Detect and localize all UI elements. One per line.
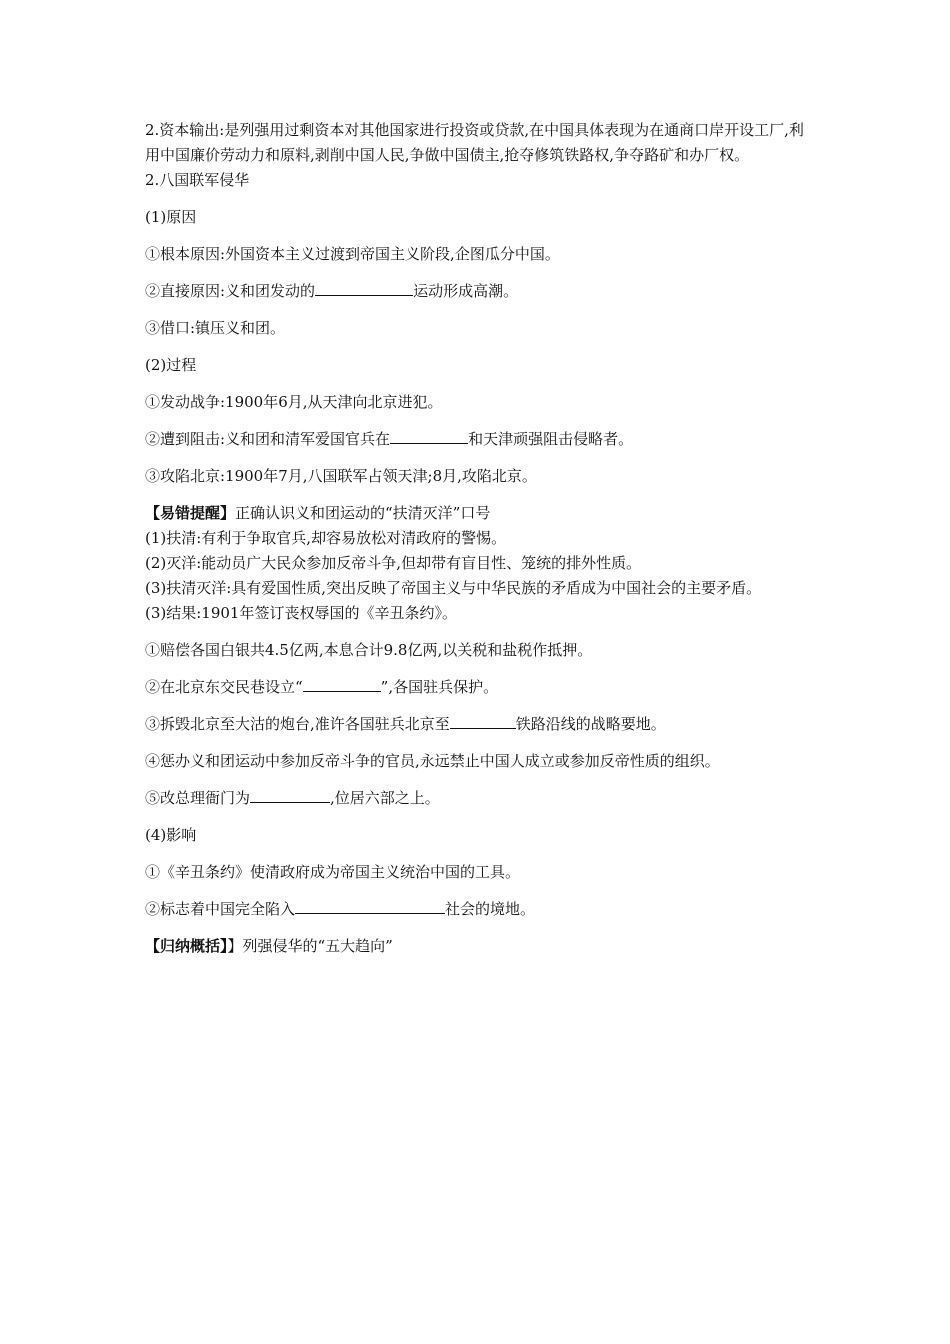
cause-item-3: ③借口:镇压义和团。 [145, 319, 286, 337]
fill-blank-4[interactable] [450, 714, 516, 729]
subheading-process: (2)过程 [145, 356, 197, 374]
cause-item-2-suffix: 运动形成高潮。 [413, 282, 519, 300]
impact-item-1: ①《辛丑条约》使清政府成为帝国主义统治中国的工具。 [145, 863, 521, 881]
summary-heading [145, 934, 810, 959]
summary-label: 【归纳概括】 [145, 937, 228, 955]
process-item-2 [145, 427, 810, 452]
cause-item-2-prefix: ②直接原因:义和团发动的 [145, 282, 316, 300]
section-heading-eight-nation: 2.八国联军侵华 [145, 171, 250, 189]
result-item-5-suffix: ,位居六部之上。 [330, 789, 440, 807]
document-body [145, 118, 810, 959]
process-item-3: ③攻陷北京:1900年7月,八国联军占领天津;8月,攻陷北京。 [145, 467, 537, 485]
process-item-1: ①发动战争:1900年6月,从天津向北京进犯。 [145, 393, 443, 411]
process-item-2-prefix: ②遭到阻击:义和团和清军爱国官兵在 [145, 430, 391, 448]
result-item-4: ④惩办义和团运动中参加反帝斗争的官员,永远禁止中国人成立或参加反帝性质的组织。 [145, 752, 720, 770]
impact-item-2 [145, 897, 810, 922]
cause-item-2 [145, 279, 810, 304]
summary-title: 】列强侵华的“五大趋向” [227, 937, 393, 955]
subheading-result: (3)结果:1901年签订丧权辱国的《辛丑条约》。 [145, 604, 457, 622]
result-item-2-suffix: ”,各国驻兵保护。 [380, 678, 499, 696]
result-item-2-prefix: ②在北京东交民巷设立“ [145, 678, 303, 696]
result-item-5-prefix: ⑤改总理衙门为 [145, 789, 251, 807]
subheading-impact: (4)影响 [145, 826, 197, 844]
result-item-3-prefix: ③拆毁北京至大沽的炮台,准许各国驻兵北京至 [145, 715, 450, 733]
result-item-3-suffix: 铁路沿线的战略要地。 [515, 715, 666, 733]
cause-item-1: ①根本原因:外国资本主义过渡到帝国主义阶段,企图瓜分中国。 [145, 245, 560, 263]
tip-title: 正确认识义和团运动的“扶清灭洋”口号 [235, 504, 491, 522]
fill-blank-2[interactable] [390, 429, 468, 444]
tip-item-1: (1)扶清:有利于争取官兵,却容易放松对清政府的警惕。 [145, 529, 507, 547]
impact-item-2-prefix: ②标志着中国完全陷入 [145, 900, 296, 918]
subheading-cause: (1)原因 [145, 208, 197, 226]
fill-blank-1[interactable] [315, 281, 413, 296]
fill-blank-3[interactable] [303, 677, 381, 692]
tip-item-2: (2)灭洋:能动员广大民众参加反帝斗争,但却带有盲目性、笼统的排外性质。 [145, 554, 642, 572]
tip-heading [145, 501, 810, 526]
tip-label: 【易错提醒】 [145, 504, 236, 522]
result-item-2 [145, 675, 810, 700]
tip-item-3: (3)扶清灭洋:具有爱国性质,突出反映了帝国主义与中华民族的矛盾成为中国社会的主要矛盾。 [145, 579, 762, 597]
result-item-3 [145, 712, 810, 737]
fill-blank-5[interactable] [250, 788, 330, 803]
impact-item-2-suffix: 社会的境地。 [445, 900, 536, 918]
result-item-1: ①赔偿各国白银共4.5亿两,本息合计9.8亿两,以关税和盐税作抵押。 [145, 641, 593, 659]
capital-export-paragraph: 2.资本输出:是列强用过剩资本对其他国家进行投资或贷款,在中国具体表现为在通商口岸开设工厂,利用中国廉价劳动力和原料,剥削中国人民,争做中国债主,抢夺修筑铁路权,争夺路矿和办厂权。 [145, 121, 804, 164]
fill-blank-6[interactable] [295, 899, 445, 914]
process-item-2-suffix: 和天津顽强阻击侵略者。 [468, 430, 634, 448]
result-item-5 [145, 786, 810, 811]
